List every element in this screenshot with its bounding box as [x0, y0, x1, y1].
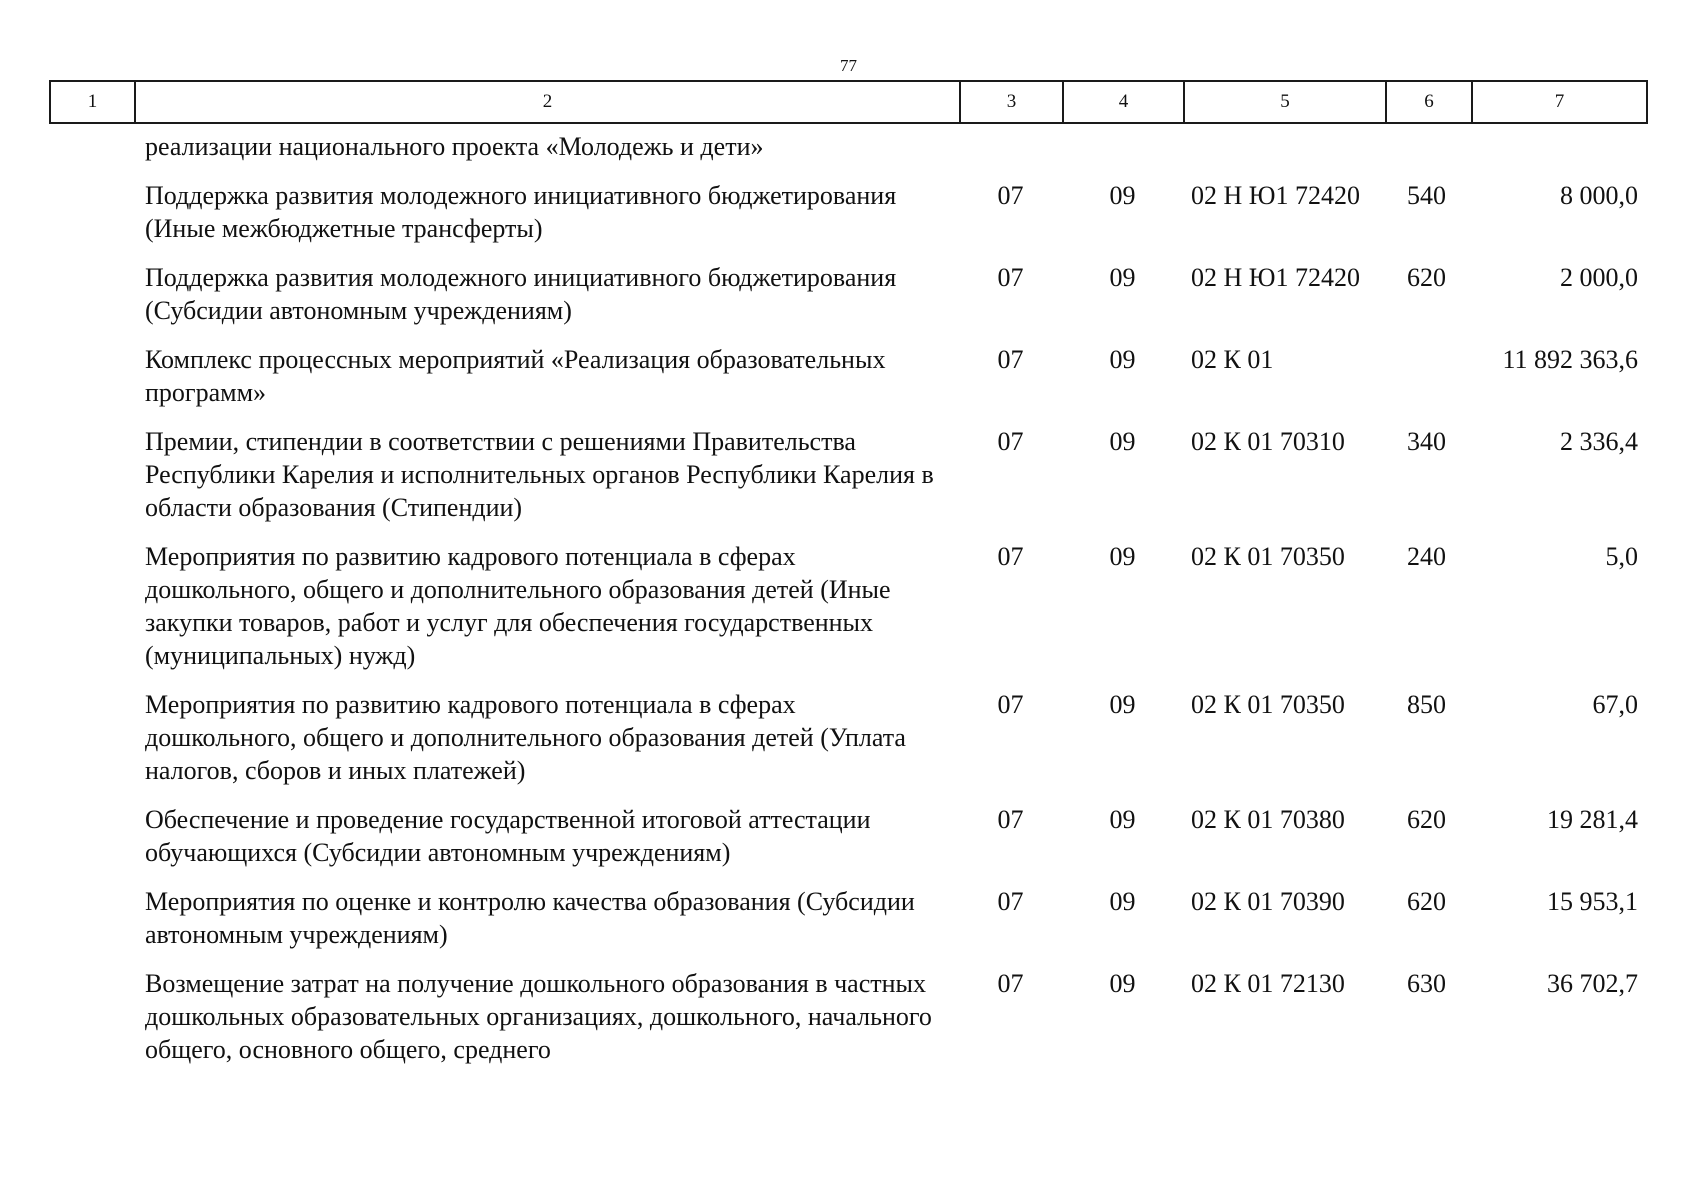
table-row: [49, 540, 1646, 688]
row-amount: 2 000,0: [1560, 263, 1638, 292]
row-subsection: 09: [1109, 427, 1136, 456]
row-target-code: 02 К 01 70350: [1191, 690, 1345, 719]
row-section: 07: [997, 427, 1024, 456]
row-subsection: 09: [1109, 181, 1136, 210]
row-subsection: 09: [1109, 690, 1136, 719]
row-name: Премии, стипендии в соответствии с решениями Правительства Республики Карелия и исполнительных органов Республики Карелия в области образования (Стипендии): [145, 427, 934, 522]
row-name: Мероприятия по оценке и контролю качества образования (Субсидии автономным учреждениям): [145, 887, 915, 949]
row-section: 07: [997, 263, 1024, 292]
row-target-code: [1183, 130, 1385, 179]
row-subsection: 09: [1109, 263, 1136, 292]
row-name: Комплекс процессных мероприятий «Реализация образовательных программ»: [145, 345, 886, 407]
row-amount: 19 281,4: [1547, 805, 1638, 834]
table-row: [49, 885, 1646, 967]
row-name: Возмещение затрат на получение дошкольного образования в частных дошкольных образовательных организациях, дошкольного, начального общего, основного общего, среднего: [145, 969, 932, 1064]
row-target-code: 02 К 01 70390: [1191, 887, 1345, 916]
row-amount: 15 953,1: [1547, 887, 1638, 916]
row-amount: 36 702,7: [1547, 969, 1638, 998]
row-target-code: 02 К 01 70380: [1191, 805, 1345, 834]
budget-table: [49, 130, 1646, 1082]
table-row: [49, 967, 1646, 1082]
row-name: Обеспечение и проведение государственной итоговой аттестации обучающихся (Субсидии автономным учреждениям): [145, 805, 871, 867]
row-expense-type: 540: [1407, 181, 1446, 210]
row-section: 07: [997, 805, 1024, 834]
row-subsection: [1062, 130, 1183, 179]
column-number-1: 1: [50, 81, 135, 123]
row-expense-type: [1385, 343, 1471, 425]
column-number-4: 4: [1063, 81, 1184, 123]
table-row: [49, 179, 1646, 261]
row-subsection: 09: [1109, 542, 1136, 571]
row-target-code: 02 К 01 70310: [1191, 427, 1345, 456]
row-amount: 8 000,0: [1560, 181, 1638, 210]
column-number-7: 7: [1472, 81, 1647, 123]
row-expense-type: 240: [1407, 542, 1446, 571]
row-name: Мероприятия по развитию кадрового потенциала в сферах дошкольного, общего и дополнительного образования детей (Уплата налогов, сборов и иных платежей): [145, 690, 906, 785]
row-amount: 5,0: [1605, 542, 1638, 571]
table-row: [49, 688, 1646, 803]
row-target-code: 02 К 01 72130: [1191, 969, 1345, 998]
column-number-3: 3: [960, 81, 1063, 123]
column-number-2: 2: [135, 81, 960, 123]
row-expense-type: 620: [1407, 887, 1446, 916]
row-section: 07: [997, 969, 1024, 998]
row-expense-type: 850: [1407, 690, 1446, 719]
row-target-code: 02 К 01 70350: [1191, 542, 1345, 571]
row-amount: 2 336,4: [1560, 427, 1638, 456]
table-row: [49, 130, 1646, 179]
row-expense-type: 630: [1407, 969, 1446, 998]
row-amount: 67,0: [1592, 690, 1638, 719]
row-subsection: 09: [1109, 345, 1136, 374]
row-expense-type: [1385, 130, 1471, 179]
row-section: 07: [997, 181, 1024, 210]
table-row: [49, 803, 1646, 885]
column-header-table: [49, 80, 1648, 124]
row-section: 07: [997, 345, 1024, 374]
column-header-row: [50, 81, 1647, 123]
row-section: [959, 130, 1062, 179]
row-subsection: 09: [1109, 805, 1136, 834]
row-name: реализации национального проекта «Молодежь и дети»: [145, 132, 764, 161]
row-subsection: 09: [1109, 969, 1136, 998]
row-name: Поддержка развития молодежного инициативного бюджетирования (Иные межбюджетные трансферты): [145, 181, 897, 243]
column-number-6: 6: [1386, 81, 1472, 123]
row-expense-type: 620: [1407, 263, 1446, 292]
table-row: [49, 261, 1646, 343]
row-expense-type: 620: [1407, 805, 1446, 834]
row-target-code: 02 Н Ю1 72420: [1191, 181, 1360, 210]
table-row: [49, 425, 1646, 540]
row-name: Мероприятия по развитию кадрового потенциала в сферах дошкольного, общего и дополнительного образования детей (Иные закупки товаров, работ и услуг для обеспечения государственных (муниципальных) нужд): [145, 542, 891, 670]
table-row: [49, 343, 1646, 425]
row-section: 07: [997, 887, 1024, 916]
row-name: Поддержка развития молодежного инициативного бюджетирования (Субсидии автономным учреждениям): [145, 263, 897, 325]
column-number-5: 5: [1184, 81, 1386, 123]
budget-table-body: [49, 130, 1646, 1082]
row-amount: [1471, 130, 1646, 179]
row-target-code: 02 Н Ю1 72420: [1191, 263, 1360, 292]
row-subsection: 09: [1109, 887, 1136, 916]
row-amount: 11 892 363,6: [1502, 345, 1638, 374]
row-target-code: 02 К 01: [1191, 345, 1274, 374]
page-number: 77: [840, 56, 857, 75]
row-expense-type: 340: [1407, 427, 1446, 456]
row-section: 07: [997, 690, 1024, 719]
row-section: 07: [997, 542, 1024, 571]
